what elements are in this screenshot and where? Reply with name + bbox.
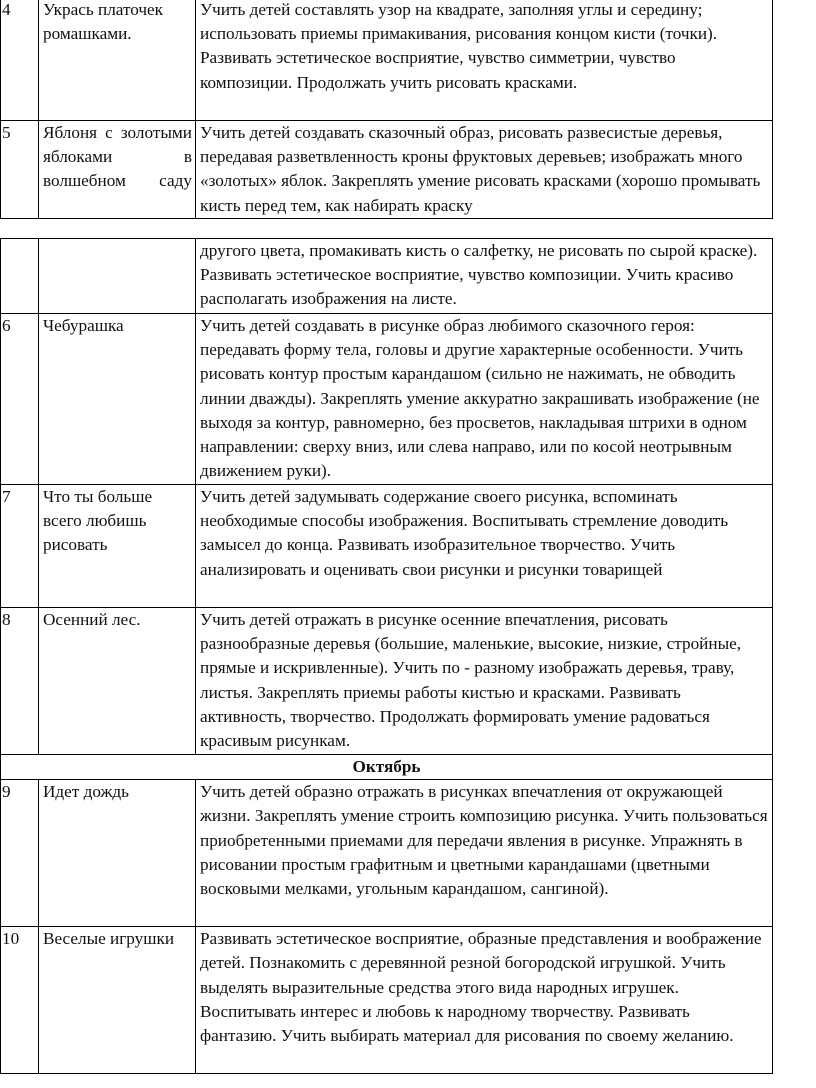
table-row xyxy=(1,0,773,121)
lesson-number xyxy=(1,239,39,314)
lesson-table-part-2 xyxy=(0,238,773,1074)
lesson-goal: Развивать эстетическое восприятие, образные представления и воображение детей. Познакомить с деревянной резной богородской игрушкой. Учить выделять выразительные средства этого вида народных игрушек. Воспитывать интерес и любовь к народному творчеству. Развивать фантазию. Учить выбирать материал для рисования по своему желанию. xyxy=(196,927,773,1074)
lesson-table-part-1 xyxy=(0,0,773,219)
lesson-topic: Идет дождь xyxy=(39,780,196,927)
lesson-goal: Учить детей образно отражать в рисунках впечатления от окружающей жизни. Закреплять умение строить композицию рисунка. Учить пользоваться приобретенными приемами для передачи явления в рисунке. Упражнять в рисовании простым графитным и цветными карандашами (цветными восковыми мелками, угольным карандашом, сангиной). xyxy=(196,780,773,927)
lesson-topic: Осенний лес. xyxy=(39,608,196,755)
lesson-topic: Что ты больше всего любишь рисовать xyxy=(39,485,196,608)
lesson-topic: Веселые игрушки xyxy=(39,927,196,1074)
lesson-goal: Учить детей создавать сказочный образ, рисовать развесистые деревья, передавая разветвленность кроны фруктовых деревьев; изображать много «золотых» яблок. Закреплять умение рисовать красками (хорошо промывать кисть перед тем, как набирать краску xyxy=(196,121,773,219)
lesson-number: 6 xyxy=(1,314,39,485)
month-header-row xyxy=(1,755,773,780)
table-row xyxy=(1,927,773,1074)
month-header: Октябрь xyxy=(1,755,773,780)
table-row xyxy=(1,239,773,314)
lesson-goal: Учить детей отражать в рисунке осенние впечатления, рисовать разнообразные деревья (большие, маленькие, высокие, низкие, стройные, прямые и искривленные). Учить по - разному изображать деревья, траву, листья. Закреплять приемы работы кистью и красками. Развивать активность, творчество. Продолжать формировать умение радоваться красивым рисункам. xyxy=(196,608,773,755)
lesson-number: 8 xyxy=(1,608,39,755)
lesson-number: 9 xyxy=(1,780,39,927)
table-row xyxy=(1,314,773,485)
lesson-topic: Укрась платочек ромашками. xyxy=(39,0,196,121)
lesson-goal: Учить детей задумывать содержание своего рисунка, вспоминать необходимые способы изображения. Воспитывать стремление доводить замысел до конца. Развивать изобразительное творчество. Учить анализировать и оценивать свои рисунки и рисунки товарищей xyxy=(196,485,773,608)
table-row xyxy=(1,780,773,927)
lesson-goal: Учить детей составлять узор на квадрате, заполняя углы и середину; использовать приемы примакивания, рисования концом кисти (точки). Развивать эстетическое восприятие, чувство симметрии, чувство композиции. Продолжать учить рисовать красками. xyxy=(196,0,773,121)
lesson-goal: другого цвета, промакивать кисть о салфетку, не рисовать по сырой краске). Развивать эстетическое восприятие, чувство композиции. Учить красиво располагать изображения на листе. xyxy=(196,239,773,314)
table-row xyxy=(1,485,773,608)
lesson-number: 10 xyxy=(1,927,39,1074)
lesson-topic xyxy=(39,239,196,314)
lesson-number: 5 xyxy=(1,121,39,219)
lesson-topic: Яблоня с золотыми яблоками в волшебном саду xyxy=(39,121,196,219)
lesson-number: 4 xyxy=(1,0,39,121)
lesson-goal: Учить детей создавать в рисунке образ любимого сказочного героя: передавать форму тела, головы и другие характерные особенности. Учить рисовать контур простым карандашом (сильно не нажимать, не обводить линии дважды). Закреплять умение аккуратно закрашивать изображение (не выходя за контур, равномерно, без просветов, накладывая штрихи в одном направлении: сверху вниз, или слева направо, или по косой неотрывным движением руки). xyxy=(196,314,773,485)
lesson-number: 7 xyxy=(1,485,39,608)
lesson-topic: Чебурашка xyxy=(39,314,196,485)
table-row xyxy=(1,121,773,219)
table-row xyxy=(1,608,773,755)
